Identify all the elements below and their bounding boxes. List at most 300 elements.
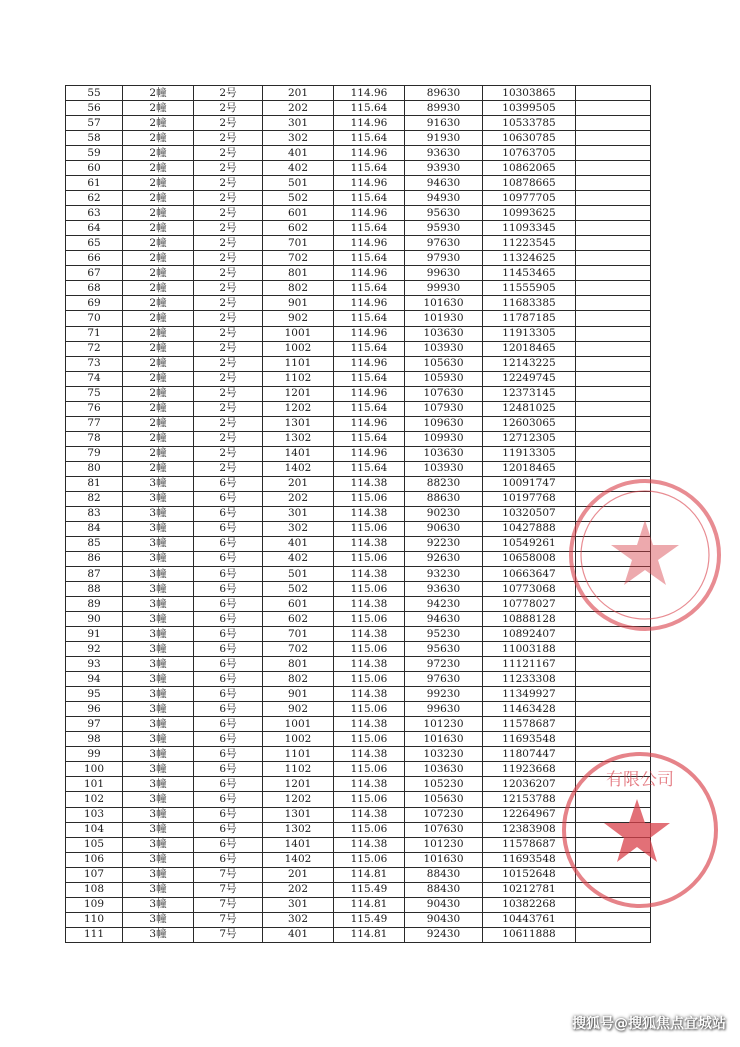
cell-row-number: 107 (66, 867, 123, 882)
cell-total-price: 10892407 (483, 627, 576, 642)
cell-area: 115.64 (334, 401, 405, 416)
cell-total-price: 12018465 (483, 461, 576, 476)
cell-row-number: 99 (66, 747, 123, 762)
cell-row-number: 98 (66, 732, 123, 747)
cell-remarks (576, 341, 651, 356)
cell-unit: 2号 (194, 176, 263, 191)
table-row (66, 461, 651, 476)
cell-row-number: 62 (66, 191, 123, 206)
cell-row-number: 69 (66, 296, 123, 311)
cell-area: 114.38 (334, 747, 405, 762)
cell-unit: 6号 (194, 732, 263, 747)
cell-room-number: 301 (263, 116, 334, 131)
cell-area: 115.64 (334, 131, 405, 146)
cell-unit: 6号 (194, 491, 263, 506)
cell-area: 115.06 (334, 852, 405, 867)
cell-row-number: 100 (66, 762, 123, 777)
cell-building: 2幢 (123, 146, 194, 161)
cell-area: 115.64 (334, 431, 405, 446)
cell-unit: 6号 (194, 792, 263, 807)
cell-row-number: 106 (66, 852, 123, 867)
cell-building: 3幢 (123, 882, 194, 897)
cell-building: 2幢 (123, 251, 194, 266)
cell-remarks (576, 116, 651, 131)
cell-remarks (576, 852, 651, 867)
cell-remarks (576, 491, 651, 506)
cell-row-number: 89 (66, 597, 123, 612)
cell-unit: 7号 (194, 927, 263, 942)
cell-building: 2幢 (123, 386, 194, 401)
cell-unit: 6号 (194, 612, 263, 627)
cell-remarks (576, 807, 651, 822)
table-row (66, 476, 651, 491)
cell-unit: 6号 (194, 642, 263, 657)
cell-unit: 2号 (194, 251, 263, 266)
table-row (66, 762, 651, 777)
cell-remarks (576, 191, 651, 206)
cell-unit-price: 97930 (405, 251, 483, 266)
cell-remarks (576, 882, 651, 897)
table-row (66, 86, 651, 101)
cell-row-number: 75 (66, 386, 123, 401)
cell-row-number: 101 (66, 777, 123, 792)
cell-area: 115.64 (334, 161, 405, 176)
table-row (66, 521, 651, 536)
cell-building: 2幢 (123, 431, 194, 446)
cell-building: 2幢 (123, 161, 194, 176)
cell-total-price: 10977705 (483, 191, 576, 206)
cell-room-number: 802 (263, 281, 334, 296)
cell-building: 2幢 (123, 281, 194, 296)
cell-unit: 6号 (194, 476, 263, 491)
cell-unit-price: 92430 (405, 927, 483, 942)
table-row (66, 176, 651, 191)
cell-building: 2幢 (123, 461, 194, 476)
cell-unit: 2号 (194, 146, 263, 161)
cell-unit-price: 103630 (405, 446, 483, 461)
cell-room-number: 1101 (263, 747, 334, 762)
cell-building: 3幢 (123, 852, 194, 867)
cell-area: 115.06 (334, 612, 405, 627)
cell-building: 2幢 (123, 266, 194, 281)
cell-unit: 6号 (194, 551, 263, 566)
cell-total-price: 11807447 (483, 747, 576, 762)
cell-unit-price: 99930 (405, 281, 483, 296)
cell-remarks (576, 296, 651, 311)
cell-unit: 6号 (194, 627, 263, 642)
cell-total-price: 12383908 (483, 822, 576, 837)
table-row (66, 807, 651, 822)
cell-building: 3幢 (123, 777, 194, 792)
cell-row-number: 64 (66, 221, 123, 236)
cell-row-number: 86 (66, 551, 123, 566)
cell-area: 115.64 (334, 281, 405, 296)
watermark: 搜狐号@搜狐焦点宜城站 (572, 1016, 726, 1032)
cell-area: 115.06 (334, 672, 405, 687)
cell-total-price: 11324625 (483, 251, 576, 266)
cell-unit-price: 103630 (405, 326, 483, 341)
cell-row-number: 80 (66, 461, 123, 476)
cell-area: 114.38 (334, 717, 405, 732)
cell-unit: 2号 (194, 116, 263, 131)
cell-unit-price: 90630 (405, 521, 483, 536)
cell-unit-price: 105630 (405, 356, 483, 371)
table-row (66, 792, 651, 807)
cell-row-number: 103 (66, 807, 123, 822)
table-row (66, 551, 651, 566)
cell-unit: 2号 (194, 131, 263, 146)
table-row (66, 822, 651, 837)
cell-row-number: 78 (66, 431, 123, 446)
cell-remarks (576, 732, 651, 747)
cell-unit-price: 99630 (405, 266, 483, 281)
cell-room-number: 501 (263, 176, 334, 191)
cell-area: 114.38 (334, 476, 405, 491)
cell-remarks (576, 461, 651, 476)
cell-total-price: 12153788 (483, 792, 576, 807)
cell-room-number: 1301 (263, 416, 334, 431)
table-row (66, 597, 651, 612)
cell-total-price: 10630785 (483, 131, 576, 146)
cell-area: 114.38 (334, 687, 405, 702)
table-row (66, 567, 651, 582)
cell-unit: 2号 (194, 221, 263, 236)
cell-row-number: 90 (66, 612, 123, 627)
cell-unit: 2号 (194, 401, 263, 416)
cell-unit: 2号 (194, 386, 263, 401)
cell-unit-price: 107230 (405, 807, 483, 822)
cell-row-number: 102 (66, 792, 123, 807)
cell-row-number: 67 (66, 266, 123, 281)
cell-remarks (576, 551, 651, 566)
cell-total-price: 10658008 (483, 551, 576, 566)
cell-building: 3幢 (123, 687, 194, 702)
cell-room-number: 1101 (263, 356, 334, 371)
cell-row-number: 108 (66, 882, 123, 897)
cell-building: 3幢 (123, 912, 194, 927)
cell-row-number: 91 (66, 627, 123, 642)
cell-building: 2幢 (123, 296, 194, 311)
cell-area: 114.96 (334, 296, 405, 311)
cell-building: 2幢 (123, 236, 194, 251)
cell-building: 3幢 (123, 897, 194, 912)
cell-unit: 6号 (194, 702, 263, 717)
cell-remarks (576, 912, 651, 927)
cell-building: 2幢 (123, 311, 194, 326)
cell-building: 3幢 (123, 597, 194, 612)
cell-row-number: 111 (66, 927, 123, 942)
cell-building: 3幢 (123, 927, 194, 942)
cell-area: 115.06 (334, 521, 405, 536)
cell-unit-price: 94630 (405, 612, 483, 627)
table-row (66, 867, 651, 882)
table-row (66, 311, 651, 326)
cell-building: 3幢 (123, 642, 194, 657)
cell-unit: 2号 (194, 296, 263, 311)
cell-room-number: 502 (263, 191, 334, 206)
table-row (66, 101, 651, 116)
cell-total-price: 11693548 (483, 732, 576, 747)
cell-area: 115.64 (334, 221, 405, 236)
cell-remarks (576, 416, 651, 431)
cell-remarks (576, 86, 651, 101)
cell-building: 2幢 (123, 356, 194, 371)
cell-row-number: 74 (66, 371, 123, 386)
cell-total-price: 10152648 (483, 867, 576, 882)
table-row (66, 627, 651, 642)
cell-remarks (576, 311, 651, 326)
cell-room-number: 301 (263, 897, 334, 912)
cell-area: 114.96 (334, 236, 405, 251)
cell-area: 114.96 (334, 116, 405, 131)
cell-total-price: 11121167 (483, 657, 576, 672)
cell-total-price: 12249745 (483, 371, 576, 386)
cell-unit-price: 103930 (405, 341, 483, 356)
cell-remarks (576, 401, 651, 416)
cell-building: 2幢 (123, 341, 194, 356)
cell-total-price: 10197768 (483, 491, 576, 506)
cell-building: 2幢 (123, 401, 194, 416)
cell-total-price: 10382268 (483, 897, 576, 912)
cell-remarks (576, 597, 651, 612)
cell-area: 114.96 (334, 446, 405, 461)
cell-area: 115.06 (334, 582, 405, 597)
cell-unit: 2号 (194, 461, 263, 476)
cell-area: 114.81 (334, 867, 405, 882)
cell-building: 3幢 (123, 717, 194, 732)
cell-building: 3幢 (123, 792, 194, 807)
cell-unit-price: 90430 (405, 897, 483, 912)
cell-total-price: 12018465 (483, 341, 576, 356)
cell-remarks (576, 747, 651, 762)
cell-total-price: 10427888 (483, 521, 576, 536)
cell-unit: 6号 (194, 777, 263, 792)
cell-remarks (576, 612, 651, 627)
cell-room-number: 1002 (263, 341, 334, 356)
cell-row-number: 59 (66, 146, 123, 161)
cell-area: 114.38 (334, 536, 405, 551)
cell-unit: 2号 (194, 86, 263, 101)
cell-remarks (576, 221, 651, 236)
cell-unit: 6号 (194, 717, 263, 732)
cell-area: 114.96 (334, 266, 405, 281)
cell-room-number: 401 (263, 146, 334, 161)
cell-remarks (576, 101, 651, 116)
cell-area: 115.06 (334, 822, 405, 837)
cell-building: 2幢 (123, 116, 194, 131)
cell-room-number: 801 (263, 657, 334, 672)
cell-building: 2幢 (123, 131, 194, 146)
cell-unit: 6号 (194, 657, 263, 672)
cell-unit-price: 95930 (405, 221, 483, 236)
cell-row-number: 58 (66, 131, 123, 146)
cell-total-price: 12143225 (483, 356, 576, 371)
cell-unit-price: 90430 (405, 912, 483, 927)
cell-building: 3幢 (123, 762, 194, 777)
cell-room-number: 1201 (263, 777, 334, 792)
cell-area: 114.96 (334, 176, 405, 191)
cell-room-number: 1002 (263, 732, 334, 747)
table-row (66, 491, 651, 506)
cell-area: 114.96 (334, 386, 405, 401)
cell-unit-price: 89630 (405, 86, 483, 101)
cell-room-number: 602 (263, 221, 334, 236)
cell-remarks (576, 131, 651, 146)
cell-room-number: 402 (263, 551, 334, 566)
cell-area: 114.96 (334, 86, 405, 101)
cell-area: 115.49 (334, 882, 405, 897)
cell-unit-price: 95630 (405, 206, 483, 221)
cell-unit-price: 107630 (405, 822, 483, 837)
cell-unit-price: 99230 (405, 687, 483, 702)
table-row (66, 657, 651, 672)
cell-room-number: 1102 (263, 762, 334, 777)
cell-unit: 2号 (194, 161, 263, 176)
cell-remarks (576, 281, 651, 296)
cell-area: 115.06 (334, 792, 405, 807)
cell-remarks (576, 206, 651, 221)
cell-area: 115.64 (334, 371, 405, 386)
cell-unit: 6号 (194, 837, 263, 852)
cell-area: 114.96 (334, 326, 405, 341)
cell-row-number: 56 (66, 101, 123, 116)
cell-building: 2幢 (123, 86, 194, 101)
cell-remarks (576, 176, 651, 191)
cell-remarks (576, 897, 651, 912)
cell-remarks (576, 146, 651, 161)
table-row (66, 356, 651, 371)
cell-room-number: 202 (263, 882, 334, 897)
cell-total-price: 11093345 (483, 221, 576, 236)
cell-building: 3幢 (123, 521, 194, 536)
table-row (66, 717, 651, 732)
cell-room-number: 1102 (263, 371, 334, 386)
cell-remarks (576, 161, 651, 176)
cell-building: 2幢 (123, 326, 194, 341)
cell-room-number: 802 (263, 672, 334, 687)
cell-total-price: 12373145 (483, 386, 576, 401)
cell-unit-price: 93630 (405, 146, 483, 161)
cell-unit: 2号 (194, 206, 263, 221)
cell-unit: 7号 (194, 867, 263, 882)
cell-room-number: 601 (263, 206, 334, 221)
cell-row-number: 65 (66, 236, 123, 251)
cell-building: 2幢 (123, 101, 194, 116)
cell-total-price: 11349927 (483, 687, 576, 702)
cell-row-number: 61 (66, 176, 123, 191)
cell-unit: 2号 (194, 311, 263, 326)
svg-text:有限公司: 有限公司 (606, 770, 674, 790)
cell-unit-price: 93230 (405, 567, 483, 582)
table-row (66, 506, 651, 521)
cell-row-number: 76 (66, 401, 123, 416)
cell-building: 3幢 (123, 837, 194, 852)
cell-room-number: 1301 (263, 807, 334, 822)
table-row (66, 702, 651, 717)
cell-unit: 6号 (194, 672, 263, 687)
cell-room-number: 902 (263, 311, 334, 326)
cell-unit-price: 91930 (405, 131, 483, 146)
cell-unit-price: 95630 (405, 642, 483, 657)
cell-room-number: 201 (263, 476, 334, 491)
table-row (66, 672, 651, 687)
cell-row-number: 87 (66, 567, 123, 582)
cell-building: 3幢 (123, 702, 194, 717)
cell-total-price: 10303865 (483, 86, 576, 101)
cell-row-number: 66 (66, 251, 123, 266)
cell-building: 3幢 (123, 732, 194, 747)
cell-building: 3幢 (123, 867, 194, 882)
cell-room-number: 402 (263, 161, 334, 176)
cell-unit: 2号 (194, 416, 263, 431)
cell-row-number: 57 (66, 116, 123, 131)
cell-row-number: 92 (66, 642, 123, 657)
cell-total-price: 10443761 (483, 912, 576, 927)
cell-area: 114.38 (334, 506, 405, 521)
table-row (66, 416, 651, 431)
cell-unit-price: 94230 (405, 597, 483, 612)
table-row (66, 221, 651, 236)
cell-area: 115.64 (334, 461, 405, 476)
cell-unit-price: 94630 (405, 176, 483, 191)
cell-total-price: 10778027 (483, 597, 576, 612)
cell-total-price: 10862065 (483, 161, 576, 176)
cell-remarks (576, 326, 651, 341)
cell-room-number: 302 (263, 131, 334, 146)
table-row (66, 642, 651, 657)
cell-unit-price: 93930 (405, 161, 483, 176)
cell-room-number: 202 (263, 101, 334, 116)
cell-room-number: 401 (263, 536, 334, 551)
cell-building: 3幢 (123, 657, 194, 672)
cell-unit: 6号 (194, 597, 263, 612)
cell-room-number: 301 (263, 506, 334, 521)
cell-area: 114.38 (334, 567, 405, 582)
table-row (66, 897, 651, 912)
cell-building: 3幢 (123, 612, 194, 627)
cell-area: 114.38 (334, 597, 405, 612)
cell-unit-price: 97230 (405, 657, 483, 672)
cell-unit-price: 94930 (405, 191, 483, 206)
cell-room-number: 1201 (263, 386, 334, 401)
cell-unit: 7号 (194, 912, 263, 927)
cell-area: 115.06 (334, 762, 405, 777)
cell-unit: 6号 (194, 687, 263, 702)
cell-unit-price: 101230 (405, 717, 483, 732)
cell-room-number: 702 (263, 251, 334, 266)
cell-remarks (576, 822, 651, 837)
table-row (66, 882, 651, 897)
cell-room-number: 302 (263, 521, 334, 536)
cell-room-number: 201 (263, 867, 334, 882)
cell-remarks (576, 506, 651, 521)
cell-unit: 2号 (194, 356, 263, 371)
cell-room-number: 1302 (263, 431, 334, 446)
cell-unit: 6号 (194, 807, 263, 822)
cell-room-number: 901 (263, 687, 334, 702)
cell-unit-price: 88430 (405, 882, 483, 897)
cell-total-price: 10320507 (483, 506, 576, 521)
cell-total-price: 11693548 (483, 852, 576, 867)
cell-unit-price: 99630 (405, 702, 483, 717)
cell-unit-price: 90230 (405, 506, 483, 521)
cell-area: 114.81 (334, 927, 405, 942)
cell-area: 114.38 (334, 807, 405, 822)
cell-building: 2幢 (123, 191, 194, 206)
cell-row-number: 109 (66, 897, 123, 912)
cell-unit-price: 91630 (405, 116, 483, 131)
cell-total-price: 11578687 (483, 717, 576, 732)
